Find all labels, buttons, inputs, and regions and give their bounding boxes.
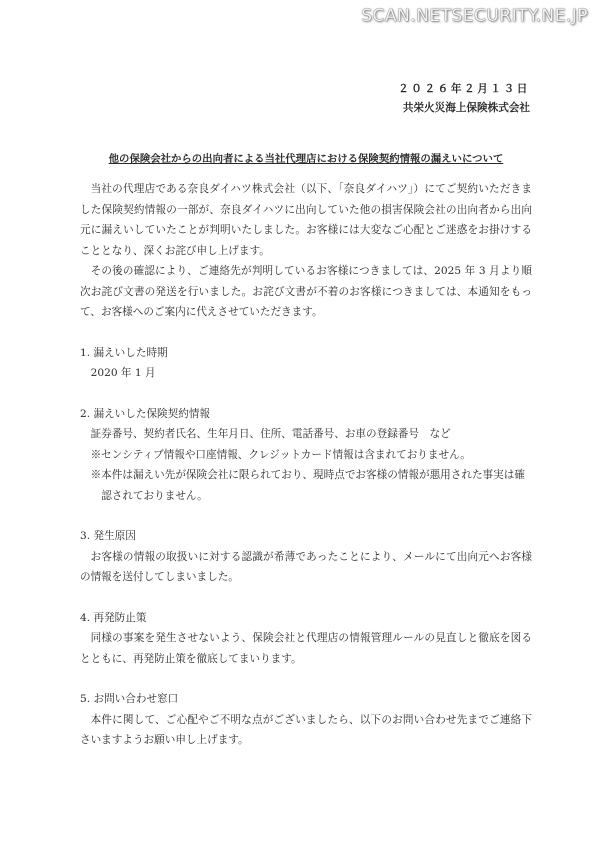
section-body: 同様の事案を発生させないよう、保険会社と代理店の情報管理ルールの見直しと徹底を図るとともに、再発防止策を徹底してまいります。 — [80, 632, 532, 665]
site-watermark: SCAN.NETSECURITY.NE.JP — [361, 6, 588, 26]
section-leak-period — [80, 343, 532, 384]
section-heading: 5. お問い合わせ窓口 — [80, 693, 179, 705]
section-contact — [80, 689, 532, 751]
section-body: 証券番号、契約者氏名、生年月日、住所、電話番号、お車の登録番号 など — [90, 428, 451, 440]
section-heading: 2. 漏えいした保険契約情報 — [80, 407, 211, 420]
section-body: お客様の情報の取扱いに対する認識が希薄であったことにより、メールにて出向元へお客様の情報を送付してしまいました。 — [80, 550, 532, 583]
document-title: 他の保険会社からの出向者による当社代理店における保険契約情報の漏えいについて — [108, 153, 504, 165]
section-note: ※センシティブ情報や口座情報、クレジットカード情報は含まれておりません。 — [90, 448, 471, 461]
section-cause — [80, 526, 532, 588]
section-body: 2020 年 1 月 — [90, 367, 156, 379]
section-note: ※本件は漏えい先が保険会社に限られており、現時点でお客様の情報が悪用された事実は確認されておりません。 — [90, 469, 525, 502]
section-prevention — [80, 608, 532, 670]
section-leaked-info — [80, 404, 532, 507]
intro-paragraph-notification: その後の確認により、ご連絡先が判明しているお客様につきましては、2025 年 3 月より順次お詫び文書の発送を行いました。お詫び文書が不着のお客様につきましては、本通知をもって、お客様へのご案内に代えさせていただきます。 — [80, 265, 532, 318]
intro-section — [80, 179, 532, 323]
section-body: 本件に関して、ご心配やご不明な点がございましたら、以下のお問い合わせ先までご連絡下さいますようお願い申し上げます。 — [80, 713, 532, 746]
section-heading: 3. 発生原因 — [80, 530, 136, 542]
section-heading: 1. 漏えいした時期 — [80, 346, 168, 359]
intro-paragraph-apology: 当社の代理店である奈良ダイハツ株式会社（以下、「奈良ダイハツ」）にてご契約いただきました保険契約情報の一部が、奈良ダイハツに出向していた他の損害保険会社の出向者から出向元に漏えいしていたことが判明いたしました。お客様には大変なご心配とご迷惑をお掛けすることとなり、深くお詫び申し上げます。 — [80, 183, 532, 257]
issuing-company: 共栄火災海上保険株式会社 — [402, 102, 530, 114]
document-date: ２０２６年２月１３日 — [398, 83, 530, 95]
section-heading: 4. 再発防止策 — [80, 611, 147, 624]
notice-document — [80, 80, 532, 751]
